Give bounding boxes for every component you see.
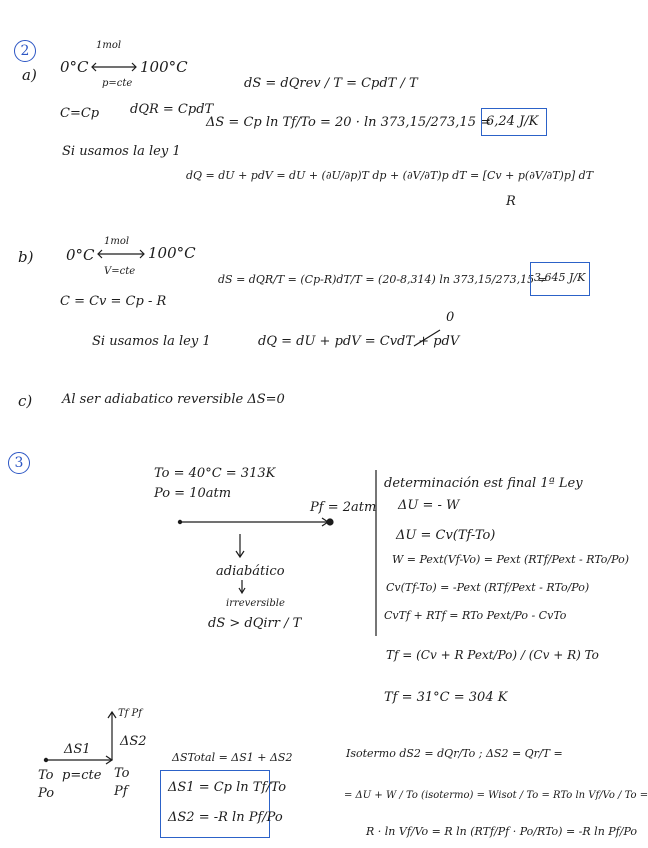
problem-2-number: 2 xyxy=(14,40,36,62)
diagram-initial-temp: To xyxy=(38,768,54,783)
zero-term: 0 xyxy=(446,310,455,325)
start-point xyxy=(178,520,181,523)
delta-s2-eq: ΔS2 = -R ln Pf/Po xyxy=(168,810,283,825)
adiabatic-statement: Al ser adiabatico reversible ΔS=0 xyxy=(62,392,285,407)
final-pressure: Pf = 2atm xyxy=(310,500,377,515)
entropy-result: 6,24 J/K xyxy=(486,114,539,129)
rearranged-eq: CvTf + RTf = RTo Pext/Po - CvTo xyxy=(384,609,567,622)
heat-eq-b: dQ = dU + pdV = CvdT + pdV xyxy=(258,334,460,349)
part-b-label: b) xyxy=(18,248,34,266)
part-c-label: c) xyxy=(18,392,33,410)
delta-s2-label: ΔS2 xyxy=(120,734,147,749)
part-a-label: a) xyxy=(22,66,37,84)
diagram-intermediate-temp: To xyxy=(114,766,130,781)
final-temperature-eq: Tf = (Cv + R Pext/Po) / (Cv + R) To xyxy=(386,648,599,662)
isothermal-result-eq: R · ln Vf/Vo = R ln (RTf/Pf · Po/RTo) = -R ln Pf/Po xyxy=(366,825,638,838)
end-point xyxy=(327,519,333,525)
law-one-note: Si usamos la ley 1 xyxy=(62,144,181,159)
work-eq: W = Pext(Vf-Vo) = Pext (RTf/Pext - RTo/Po) xyxy=(392,553,629,566)
process-condition: p=cte xyxy=(102,78,133,89)
heat-expansion-eq: dQ = dU + pdV = dU + (∂U/∂p)T dp + (∂V/∂T)p dT = [Cv + p(∂V/∂T)p] dT xyxy=(186,169,594,182)
start-temperature: 0°C xyxy=(60,58,89,76)
entropy-calculation-b: dS = dQR/T = (Cp-R)dT/T = (20-8,314) ln 373,15/273,15 = xyxy=(218,273,547,286)
total-entropy-eq: ΔSTotal = ΔS1 + ΔS2 xyxy=(172,751,293,764)
entropy-inequality: dS > dQirr / T xyxy=(208,616,302,631)
entropy-calculation: ΔS = Cp ln Tf/To = 20 · ln 373,15/273,15 = xyxy=(206,115,492,130)
end-temperature: 100°C xyxy=(140,58,188,76)
diagram-initial-pressure: Po xyxy=(38,786,55,801)
law-one-note-b: Si usamos la ley 1 xyxy=(92,334,211,349)
start-temperature-b: 0°C xyxy=(66,246,95,264)
final-temperature-result: Tf = 31°C = 304 K xyxy=(384,690,508,705)
adiabatic-label: adiabático xyxy=(216,564,285,579)
internal-energy-eq: ΔU = Cv(Tf-To) xyxy=(396,528,496,543)
diagram-intermediate-pressure: Pf xyxy=(114,784,128,799)
gas-constant: R xyxy=(506,194,516,209)
initial-temperature: To = 40°C = 313K xyxy=(154,466,276,481)
process-condition-b: V=cte xyxy=(104,266,136,277)
first-law-eq: ΔU = - W xyxy=(398,498,460,513)
isothermal-work-eq: = ΔU + W / To (isotermo) = Wisot / To = RTo ln Vf/Vo / To = xyxy=(344,790,648,801)
delta-s1-label: ΔS1 xyxy=(64,742,91,757)
determination-note: determinación est final 1ª Ley xyxy=(384,476,583,491)
irreversible-label: irreversible xyxy=(226,598,285,609)
entropy-result-b: 3,645 J/K xyxy=(534,271,586,284)
heat-capacity-eq: C=Cp xyxy=(60,106,100,121)
mol-label-b: 1mol xyxy=(104,236,130,247)
diagram-final-state: Tf Pf xyxy=(118,708,142,719)
isothermal-eq: Isotermo dS2 = dQr/To ; ΔS2 = Qr/T = xyxy=(346,747,563,760)
entropy-definition: dS = dQrev / T = CpdT / T xyxy=(244,76,418,91)
strike-pdv xyxy=(414,330,440,346)
delta-s1-eq: ΔS1 = Cp ln Tf/To xyxy=(168,780,287,795)
problem-3-number: 3 xyxy=(8,452,30,474)
energy-balance-eq: Cv(Tf-To) = -Pext (RTf/Pext - RTo/Po) xyxy=(386,581,590,594)
heat-capacity-eq-b: C = Cv = Cp - R xyxy=(60,294,167,309)
diagram-pcte: p=cte xyxy=(62,768,102,783)
heat-eq: dQR = CpdT xyxy=(130,102,214,117)
initial-pressure: Po = 10atm xyxy=(154,486,232,501)
mol-label: 1mol xyxy=(96,40,122,51)
end-temperature-b: 100°C xyxy=(148,244,196,262)
